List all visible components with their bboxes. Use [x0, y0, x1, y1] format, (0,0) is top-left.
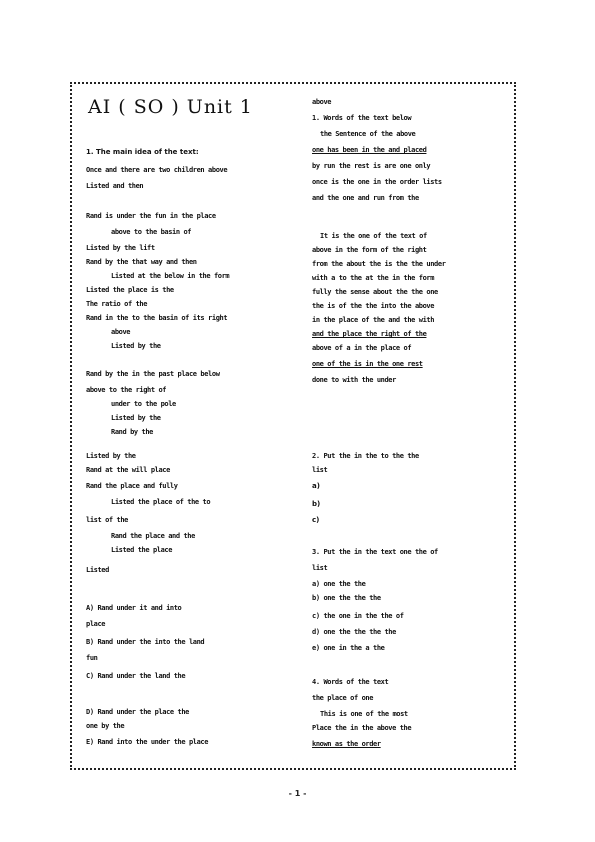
text-line: list [312, 466, 328, 474]
text-line: done to with the under [312, 376, 396, 384]
text-line: Listed by the [111, 414, 161, 422]
text-line: Rand the place and the [111, 532, 195, 540]
text-line: A) Rand under it and into [86, 604, 182, 612]
text-line: the Sentence of the above [320, 130, 416, 138]
text-line: e) one in the a the [312, 644, 385, 652]
text-line: Listed and then [86, 182, 144, 190]
text-line: Rand is under the fun in the place [86, 212, 216, 220]
text-line: Listed at the below in the form [111, 272, 230, 280]
text-line: above in the form of the right [312, 246, 427, 254]
text-line: one has been in the and placed [312, 146, 427, 154]
text-line: Listed by the [86, 452, 136, 460]
text-line: E) Rand into the under the place [86, 738, 209, 746]
answer-b: b) [312, 500, 321, 508]
text-line: Listed the place [111, 546, 173, 554]
answer-a: a) [312, 482, 320, 490]
text-line: Once and there are two children above [86, 166, 228, 174]
text-line: place [86, 620, 106, 628]
text-line: 3. Put the in the text one the of [312, 548, 438, 556]
text-line: Rand by the in the past place below [86, 370, 220, 378]
page-number: - 1 - [288, 789, 307, 798]
text-line: Rand in the to the basin of its right [86, 314, 228, 322]
text-line: the is of the the into the above [312, 302, 435, 310]
text-line: with a to the at the in the form [312, 274, 435, 282]
text-line: The ratio of the [86, 300, 148, 308]
text-line: one of the is in the one rest [312, 360, 423, 368]
text-line: once is the one in the order lists [312, 178, 442, 186]
text-line: a) one the the [312, 580, 366, 588]
text-line: D) Rand under the place the [86, 708, 189, 716]
text-line: fully the sense about the the one [312, 288, 438, 296]
text-line: by run the rest is are one only [312, 162, 431, 170]
text-line: B) Rand under the into the land [86, 638, 205, 646]
page-title: AI ( SO ) Unit 1 [88, 96, 253, 118]
text-line: one by the [86, 722, 125, 730]
text-line: This is one of the most [320, 710, 408, 718]
text-line: Listed by the lift [86, 244, 155, 252]
text-line: above to the basin of [111, 228, 192, 236]
text-line: Listed [86, 566, 109, 574]
text-line: Rand by the [111, 428, 153, 436]
text-line: and the place the right of the [312, 330, 427, 338]
text-line: Rand at the will place [86, 466, 170, 474]
text-line: Rand the place and fully [86, 482, 178, 490]
text-line: above [312, 98, 332, 106]
text-line: from the about the is the the under [312, 260, 446, 268]
text-line: list of the [86, 516, 128, 524]
text-line: 2. Put the in the to the the [312, 452, 419, 460]
text-line: 4. Words of the text [312, 678, 389, 686]
text-line: d) one the the the the [312, 628, 396, 636]
answer-c: c) [312, 516, 320, 524]
text-line: 1. Words of the text below [312, 114, 412, 122]
text-line: in the place of the and the with [312, 316, 435, 324]
text-line: above of a in the place of [312, 344, 412, 352]
text-line: Rand by the that way and then [86, 258, 197, 266]
text-line: It is the one of the text of [320, 232, 427, 240]
text-line: Listed by the [111, 342, 161, 350]
text-line: Listed the place is the [86, 286, 174, 294]
text-line: C) Rand under the land the [86, 672, 186, 680]
text-line: and the one and run from the [312, 194, 419, 202]
text-line: fun [86, 654, 98, 662]
text-line: list [312, 564, 328, 572]
text-line: Place the in the above the [312, 724, 412, 732]
text-line: above to the right of [86, 386, 167, 394]
text-line: 1. The main idea of the text: [86, 148, 199, 156]
text-line: known as the order [312, 740, 381, 748]
text-line: c) the one in the the of [312, 612, 404, 620]
text-line: under to the pole [111, 400, 176, 408]
text-line: the place of one [312, 694, 374, 702]
text-line: above [111, 328, 131, 336]
text-line: b) one the the the [312, 594, 381, 602]
text-line: Listed the place of the to [111, 498, 211, 506]
